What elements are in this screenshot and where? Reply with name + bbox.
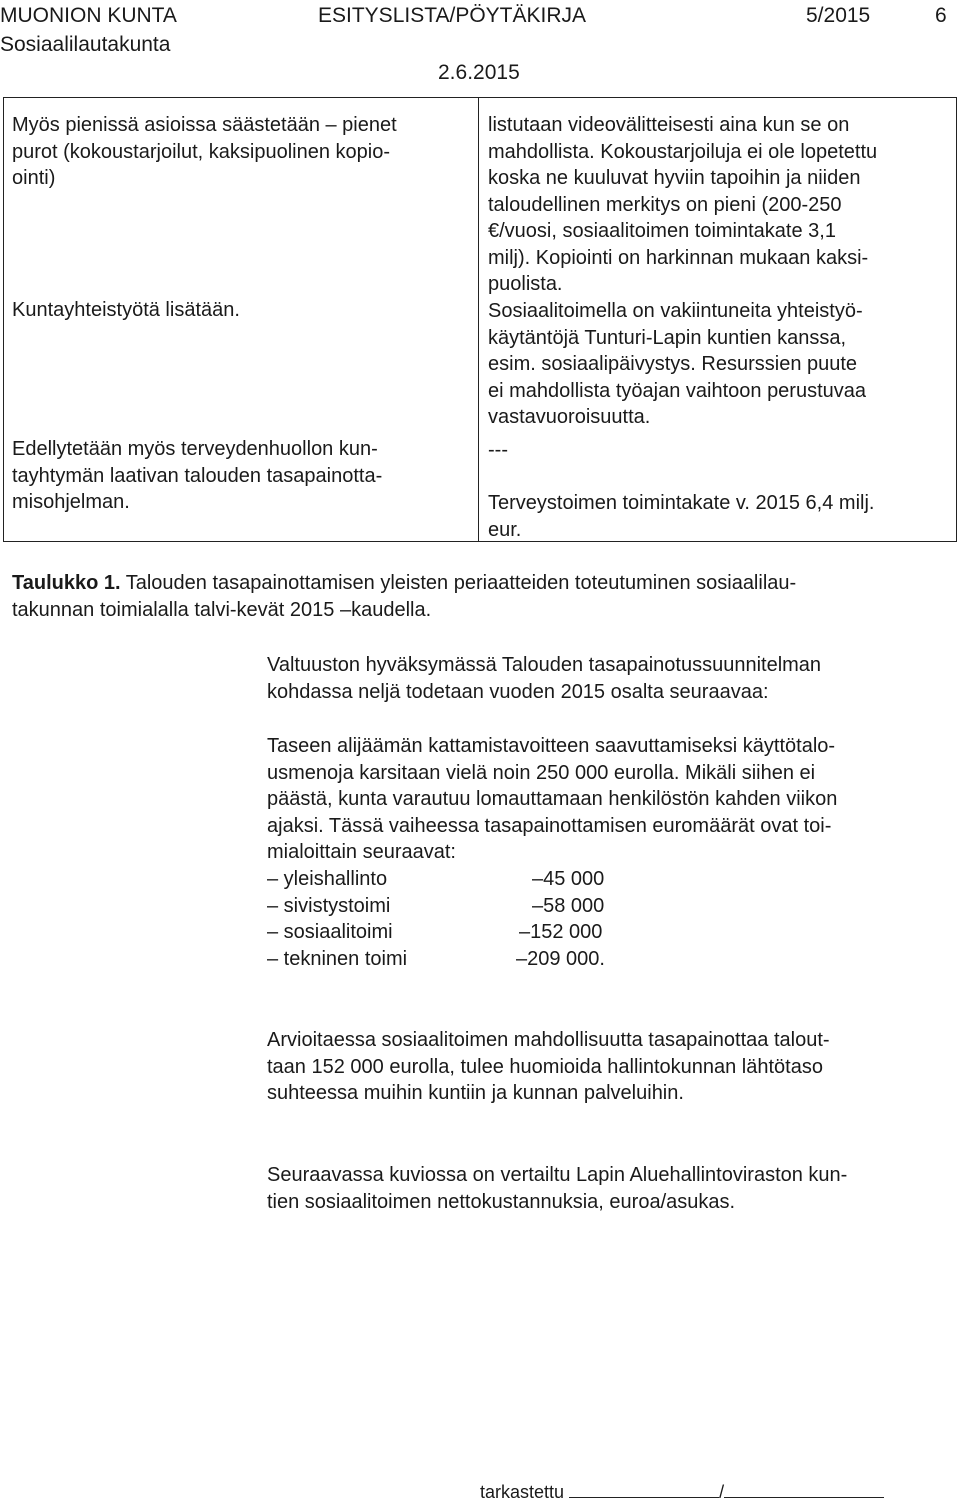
text-line: päästä, kunta varautuu lomauttamaan henkilöstön kahden viikon (267, 788, 838, 810)
text-line: mialoittain seuraavat: (267, 841, 456, 863)
footer-label: tarkastettu (480, 1482, 565, 1502)
text-line: koska ne kuuluvat hyviin tapoihin ja niiden (488, 167, 861, 189)
left-block-3 (12, 436, 382, 516)
right-block-3 (488, 437, 508, 464)
right-block-2 (488, 298, 866, 431)
text-line: kohdassa neljä todetaan vuoden 2015 osalta seuraavaa: (267, 680, 769, 703)
text-line: purot (kokoustarjoilut, kaksipuolinen kopio- (12, 140, 390, 163)
list-item (267, 893, 627, 920)
paragraph-3 (267, 1027, 830, 1107)
text-line: suhteessa muihin kuntiin ja kunnan palveluihin. (267, 1082, 684, 1104)
list-item (267, 866, 627, 893)
header-doc-number: 5/2015 (806, 4, 871, 27)
text-line: tayhtymän laativan talouden tasapainotta- (12, 464, 383, 487)
text-line: taloudellinen merkitys on pieni (200-250 (488, 193, 842, 216)
text-line: Sosiaalitoimella on vakiintuneita yhteistyö- (488, 300, 863, 322)
text-line: ei mahdollista työajan vaihtoon perustuvaa (488, 379, 867, 402)
text-line: käytäntöjä Tunturi-Lapin kuntien kanssa, (488, 326, 846, 349)
text-line: ajaksi. Tässä vaiheessa tasapainottamisen euromäärät ovat toi- (267, 814, 832, 837)
left-block-1 (12, 112, 397, 192)
list-item-amount: –152 000 (519, 921, 603, 943)
text-line: --- (488, 439, 508, 461)
text-line: Edellytetään myös terveydenhuollon kun- (12, 438, 378, 460)
paragraph-2 (267, 733, 837, 866)
list-item-amount: –209 000. (516, 948, 605, 970)
paragraph-1 (267, 652, 821, 705)
text-line: Seuraavassa kuviossa on vertailtu Lapin Aluehallintoviraston kun- (267, 1164, 848, 1186)
text-line: taan 152 000 eurolla, tulee huomioida hallintokunnan lähtötaso (267, 1055, 823, 1078)
text-line: tien sosiaalitoimen nettokustannuksia, euroa/asukas. (267, 1190, 736, 1213)
text-line: Terveystoimen toimintakate v. 2015 6,4 milj. (488, 492, 875, 514)
header-doc-type: ESITYSLISTA/PÖYTÄKIRJA (318, 4, 587, 27)
text-line: mahdollista. Kokoustarjoiluja ei ole lopetettu (488, 140, 878, 163)
signature-underline (569, 1481, 719, 1498)
text-line: Kuntayhteistyötä lisätään. (12, 299, 240, 321)
signature-underline (724, 1481, 884, 1498)
header-page-number: 6 (935, 4, 947, 27)
list-item-label: – sosiaalitoimi (267, 921, 393, 943)
text-line: Myös pienissä asioissa säästetään – pienet (12, 114, 397, 136)
list-item-amount: –45 000 (532, 868, 605, 890)
paragraph-4 (267, 1162, 847, 1215)
list-item-amount: –58 000 (532, 895, 605, 917)
text-line: eur. (488, 518, 522, 541)
text-line: milj). Kopiointi on harkinnan mukaan kaksi- (488, 246, 869, 269)
list-item-label: – yleishallinto (267, 868, 388, 890)
text-line: €/vuosi, sosiaalitoimen toimintakate 3,1 (488, 220, 836, 242)
principles-table (3, 97, 957, 542)
list-item (267, 919, 627, 946)
header-date: 2.6.2015 (438, 61, 520, 84)
text-line: puolista. (488, 273, 563, 295)
left-block-2 (12, 297, 240, 324)
caption-label: Taulukko 1. (12, 572, 121, 594)
list-item (267, 946, 627, 973)
table-caption (12, 570, 796, 623)
header-board: Sosiaalilautakunta (0, 33, 171, 56)
header-org: MUONION KUNTA (0, 4, 177, 27)
text-line: Valtuuston hyväksymässä Talouden tasapainotussuunnitelman (267, 654, 822, 676)
caption-text: Talouden tasapainottamisen yleisten periaatteiden toteutuminen sosiaalilau- (120, 572, 797, 594)
right-block-4 (488, 490, 874, 543)
text-line: vastavuoroisuutta. (488, 406, 651, 428)
text-line: misohjelman. (12, 491, 130, 513)
table-cell-right (479, 98, 957, 542)
text-line: ointi) (12, 167, 56, 189)
text-line: usmenoja karsitaan vielä noin 250 000 eurolla. Mikäli siihen ei (267, 761, 816, 784)
list-item-label: – tekninen toimi (267, 948, 408, 970)
text-line: Taseen alijäämän kattamistavoitteen saavuttamiseksi käyttötalo- (267, 735, 836, 757)
right-block-1 (488, 112, 877, 298)
table-cell-left (4, 98, 479, 542)
text-line: listutaan videovälitteisesti aina kun se on (488, 114, 850, 136)
text-line: Arvioitaessa sosiaalitoimen mahdollisuutta tasapainottaa talout- (267, 1029, 830, 1051)
caption-text-2: takunnan toimialalla talvi-kevät 2015 –kaudella. (12, 598, 432, 621)
footer-separator: / (719, 1482, 725, 1502)
text-line: esim. sosiaalipäivystys. Resurssien puute (488, 353, 858, 375)
list-item-label: – sivistystoimi (267, 895, 391, 917)
